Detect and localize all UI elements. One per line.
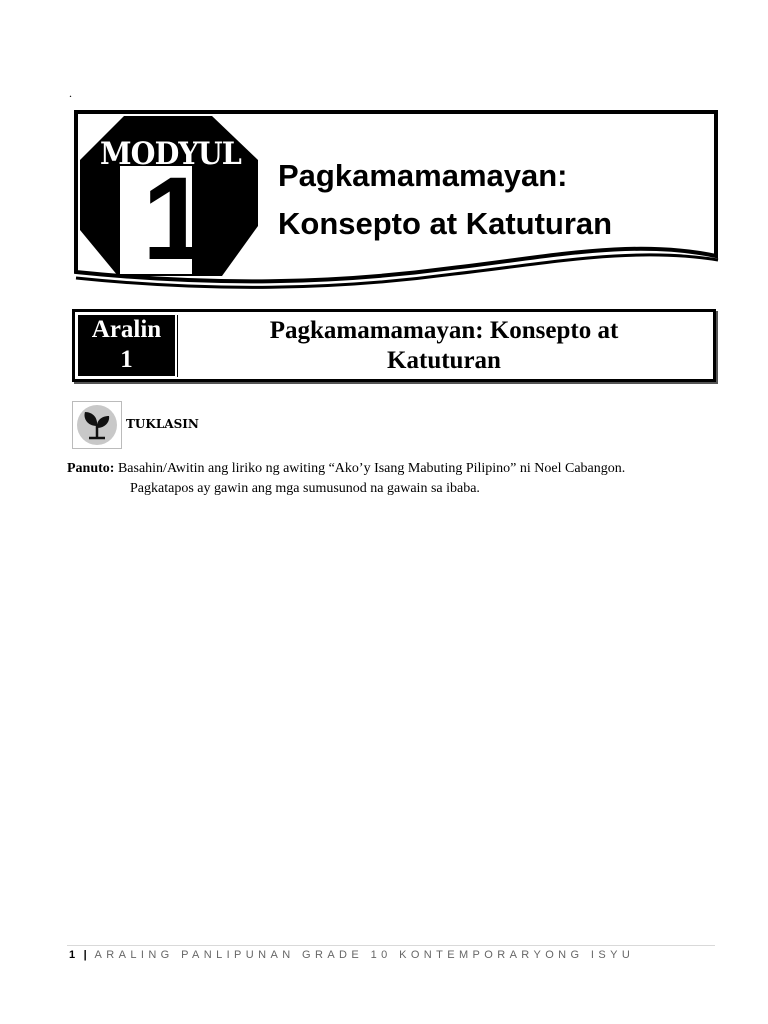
footer-separator: |	[83, 949, 88, 961]
footer-divider	[67, 945, 715, 946]
aralin-title-line2: Katuturan	[387, 347, 501, 374]
modyul-number: 1	[142, 153, 208, 285]
aralin-label-line2: 1	[120, 346, 133, 373]
page-footer	[69, 949, 634, 961]
aralin-label	[78, 315, 175, 376]
modyul-banner	[72, 108, 720, 292]
plant-sprout-icon	[72, 401, 122, 449]
aralin-box	[72, 309, 716, 382]
aralin-title	[177, 315, 710, 377]
panuto-instructions	[67, 459, 625, 499]
panuto-line1: Basahin/Awitin ang liriko ng awiting “Ako’y Isang Mabuting Pilipino” ni Noel Cabangon.	[117, 461, 626, 476]
panuto-label: Panuto:	[67, 461, 115, 476]
modyul-title	[278, 152, 612, 248]
modyul-title-line2: Konsepto at Katuturan	[278, 206, 613, 241]
aralin-label-line1: Aralin	[91, 316, 162, 343]
footer-text: ARALING PANLIPUNAN GRADE 10 KONTEMPORARYONG ISYU	[94, 949, 635, 961]
page-number: 1	[69, 949, 77, 961]
aralin-title-line1: Pagkamamamayan: Konsepto at	[269, 317, 619, 344]
modyul-word: MODYUL	[100, 136, 241, 172]
modyul-title-line1: Pagkamamamayan:	[278, 158, 568, 193]
section-label: TUKLASIN	[126, 417, 199, 431]
panuto-line2: Pagkatapos ay gawin ang mga sumusunod na gawain sa ibaba.	[130, 481, 480, 496]
stray-dot: .	[69, 86, 72, 100]
